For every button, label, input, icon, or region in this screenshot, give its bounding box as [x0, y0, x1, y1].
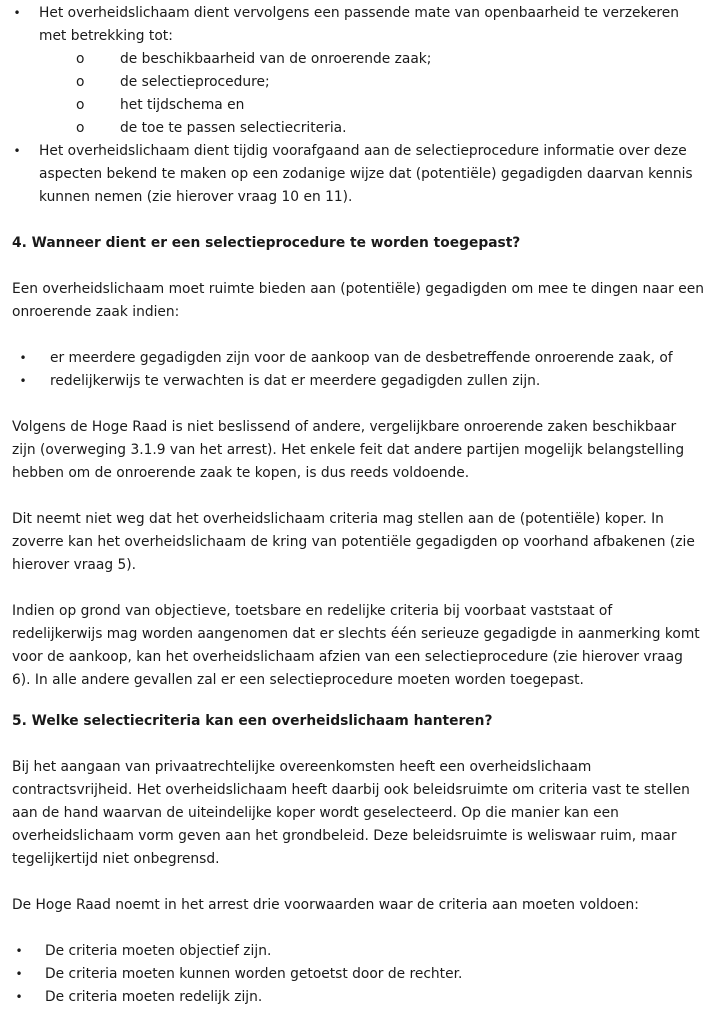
intro-item2-line1: Het overheidslichaam dient tijdig voorafgaand aan de selectieprocedure informatie over deze	[39, 143, 687, 159]
section-5-para1-line1: Bij het aangaan van privaatrechtelijke overeenkomsten heeft een overheidslichaam	[12, 759, 592, 775]
sub-item-procedure: de selectieprocedure;	[120, 74, 270, 90]
section-4-para2-line3: hebben om de onroerende zaak te kopen, is dus reeds voldoende.	[12, 465, 470, 481]
section-4-para3-line2: zoverre kan het overheidslichaam de kring van potentiële gegadigden op voorhand afbakenen (zie	[12, 534, 695, 550]
section-5-bullet-3: De criteria moeten redelijk zijn.	[45, 989, 263, 1005]
section-4-para1-line1: Een overheidslichaam moet ruimte bieden aan (potentiële) gegadigden om mee te dingen naar een	[12, 281, 704, 297]
sub-item-criteria: de toe te passen selectiecriteria.	[120, 120, 347, 136]
section-4-para2-line1: Volgens de Hoge Raad is niet beslissend of andere, vergelijkbare onroerende zaken beschikbaar	[12, 419, 677, 435]
bullet-marker: •	[15, 967, 23, 981]
sub-item-availability: de beschikbaarheid van de onroerende zaak;	[120, 51, 432, 67]
sub-bullet-marker: o	[76, 97, 85, 113]
section-5-bullet-1: De criteria moeten objectief zijn.	[45, 943, 272, 959]
section-5-bullet-2: De criteria moeten kunnen worden getoetst door de rechter.	[45, 966, 463, 982]
section-4-para4-line4: 6). In alle andere gevallen zal er een selectieprocedure moeten worden toegepast.	[12, 672, 584, 688]
bullet-marker: •	[19, 351, 27, 365]
section-5-para2-line1: De Hoge Raad noemt in het arrest drie voorwaarden waar de criteria aan moeten voldoen:	[12, 897, 639, 913]
section-4-para4-line1: Indien op grond van objectieve, toetsbare en redelijke criteria bij voorbaat vaststaat of	[12, 603, 613, 619]
section-4-para3-line3: hierover vraag 5).	[12, 557, 137, 573]
sub-bullet-marker: o	[76, 120, 85, 136]
section-4-bullet-1: er meerdere gegadigden zijn voor de aankoop van de desbetreffende onroerende zaak, of	[50, 350, 673, 366]
bullet-marker: •	[13, 144, 21, 158]
section-4-heading: 4. Wanneer dient er een selectieprocedure te worden toegepast?	[12, 235, 521, 251]
intro-item2-line3: kunnen nemen (zie hierover vraag 10 en 11).	[39, 189, 353, 205]
section-5-para1-line4: overheidslichaam vorm geven aan het grondbeleid. Deze beleidsruimte is weliswaar ruim, maar	[12, 828, 677, 844]
sub-bullet-marker: o	[76, 74, 85, 90]
section-4-para1-line2: onroerende zaak indien:	[12, 304, 180, 320]
section-4-bullet-2: redelijkerwijs te verwachten is dat er meerdere gegadigden zullen zijn.	[50, 373, 541, 389]
bullet-marker: •	[15, 944, 23, 958]
section-4-para4-line3: voor de aankoop, kan het overheidslichaam afzien van een selectieprocedure (zie hierover vraag	[12, 649, 683, 665]
section-4-para4-line2: redelijkerwijs mag worden aangenomen dat er slechts één serieuze gegadigde in aanmerking komt	[12, 626, 700, 642]
section-4-para3-line1: Dit neemt niet weg dat het overheidslichaam criteria mag stellen aan de (potentiële) koper. In	[12, 511, 664, 527]
section-5-para1-line2: contractsvrijheid. Het overheidslichaam heeft daarbij ook beleidsruimte om criteria vast te stellen	[12, 782, 690, 798]
intro-item2-line2: aspecten bekend te maken op een zodanige wijze dat (potentiële) gegadigden daarvan kennis	[39, 166, 693, 182]
bullet-marker: •	[15, 990, 23, 1004]
section-5-heading: 5. Welke selectiecriteria kan een overheidslichaam hanteren?	[12, 713, 493, 729]
bullet-marker: •	[19, 374, 27, 388]
section-5-para1-line5: tegelijkertijd niet onbegrensd.	[12, 851, 220, 867]
sub-bullet-marker: o	[76, 51, 85, 67]
intro-item1-line1: Het overheidslichaam dient vervolgens een passende mate van openbaarheid te verzekeren	[39, 5, 680, 21]
section-4-para2-line2: zijn (overweging 3.1.9 van het arrest). Het enkele feit dat andere partijen mogelijk belangstelling	[12, 442, 685, 458]
intro-item1-line2: met betrekking tot:	[39, 28, 173, 44]
bullet-marker: •	[13, 6, 21, 20]
sub-item-schedule: het tijdschema en	[120, 97, 245, 113]
section-5-para1-line3: aan de hand waarvan de uiteindelijke koper wordt geselecteerd. Op die manier kan een	[12, 805, 619, 821]
